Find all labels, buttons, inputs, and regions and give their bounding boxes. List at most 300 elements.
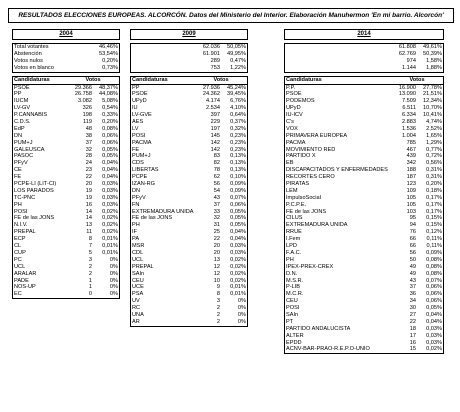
vote-percent: 0,11% [426, 243, 442, 250]
vote-count: 2 [216, 305, 220, 312]
vote-percent: 0,47% [230, 57, 246, 64]
vote-count: 16.900 [398, 84, 416, 91]
table-row [13, 250, 119, 257]
party-name: FN [132, 201, 140, 208]
vote-percent: 0,17% [426, 208, 442, 215]
vote-percent: 0,01% [102, 243, 118, 250]
vote-percent: 0,04% [426, 311, 442, 318]
party-name: ECP [14, 236, 26, 243]
vote-percent: 0,07% [230, 194, 246, 201]
vote-count: 1.536 [402, 125, 416, 132]
vote-percent: 1,58% [426, 57, 442, 64]
party-name: PRIMAVERA EUROPEA [286, 132, 348, 139]
vote-count: 30 [409, 305, 416, 312]
vote-percent: 0,09% [426, 249, 442, 256]
year-heading: 2004 [12, 29, 120, 40]
vote-percent: 0% [109, 277, 118, 284]
year-heading: 2014 [284, 29, 444, 40]
vote-percent: 6,76% [230, 98, 246, 105]
party-name: DN [132, 187, 141, 194]
summary-row [285, 58, 443, 65]
vote-percent: 0,31% [426, 167, 442, 174]
party-name: UNA [132, 311, 144, 318]
party-name: PASOC [14, 153, 34, 160]
vote-percent: 0,03% [426, 332, 442, 339]
summary-box [12, 43, 120, 73]
table-row [131, 319, 247, 326]
vote-percent: 0,01% [230, 291, 246, 298]
vote-percent: 0,04% [230, 236, 246, 243]
vote-count: 198 [82, 112, 92, 119]
table-header-row [131, 77, 247, 85]
vote-percent: 0,37% [230, 119, 246, 126]
table-row [285, 333, 443, 340]
column-2004 [12, 29, 120, 299]
table-row [13, 126, 119, 133]
table-row [285, 312, 443, 319]
table-row [285, 236, 443, 243]
vote-percent: 5,08% [102, 98, 118, 105]
table-row [285, 140, 443, 147]
party-name: IF [132, 229, 137, 236]
vote-count: 2 [88, 263, 92, 270]
vote-count [66, 65, 92, 72]
party-name: CILUS [286, 215, 303, 222]
vote-count: 9 [216, 284, 220, 291]
parties-box [130, 76, 248, 327]
party-name: POSI [286, 305, 300, 312]
vote-count: 5 [88, 249, 92, 256]
party-name: SAIn [132, 270, 145, 277]
party-name: EdP [14, 125, 25, 132]
party-name: FE de las JONS [132, 215, 173, 222]
vote-percent: 45,24% [227, 84, 246, 91]
party-name: PH [286, 256, 294, 263]
vote-percent: 1,22% [230, 64, 246, 71]
party-name: ImpulsoSocial [286, 194, 321, 201]
table-row [131, 250, 247, 257]
table-row [131, 133, 247, 140]
vote-percent: 0,08% [426, 263, 442, 270]
vote-count: 24 [85, 160, 92, 167]
vote-percent: 2,52% [426, 125, 442, 132]
vote-count: 109 [406, 187, 416, 194]
summary-box [284, 43, 444, 73]
table-row [131, 91, 247, 98]
vote-count: 974 [406, 57, 416, 64]
party-name: P-LIB [286, 284, 300, 291]
vote-percent: 0% [237, 298, 246, 305]
vote-percent: 0,31% [426, 174, 442, 181]
table-row [131, 105, 247, 112]
table-row [131, 126, 247, 133]
vote-count [66, 51, 92, 58]
summary-row [131, 51, 247, 58]
vote-percent: 46,46% [99, 44, 118, 50]
table-row [285, 319, 443, 326]
vote-count: 83 [213, 153, 220, 160]
vote-count: 43 [213, 194, 220, 201]
vote-count: 76 [409, 229, 416, 236]
vote-count: 753 [210, 64, 220, 71]
vote-count: 19 [85, 194, 92, 201]
vote-percent: 50,39% [423, 50, 442, 57]
party-name: FE de las JONS [14, 215, 55, 222]
table-row [285, 340, 443, 347]
table-row [131, 257, 247, 264]
party-name: UPyD [132, 98, 147, 105]
vote-count: 56 [409, 249, 416, 256]
party-name: PARTIDO ANDALUCISTA [286, 325, 351, 332]
table-row [285, 112, 443, 119]
vote-percent: 0,32% [230, 125, 246, 132]
column-2009 [130, 29, 248, 327]
vote-count: 2.883 [402, 119, 416, 126]
vote-percent: 0,06% [426, 291, 442, 298]
vote-percent: 0,03% [426, 325, 442, 332]
vote-percent: 0,03% [426, 339, 442, 346]
party-name: PODEMOS [286, 98, 315, 105]
table-row [131, 160, 247, 167]
vote-percent: 0,11% [426, 236, 442, 243]
vote-percent: 0,01% [102, 236, 118, 243]
party-name: GALEUSCA [14, 146, 45, 153]
vote-percent: 0,77% [426, 146, 442, 153]
vote-percent: 10,41% [423, 112, 442, 119]
header-votos: Votos [409, 76, 425, 83]
table-row [13, 174, 119, 181]
table-row [13, 91, 119, 98]
vote-count: 29.366 [74, 84, 92, 91]
vote-count: 2 [216, 318, 220, 325]
vote-percent: 0,04% [102, 167, 118, 174]
vote-count: 32 [85, 146, 92, 153]
vote-percent: 4,74% [426, 119, 442, 126]
vote-percent: 0,15% [426, 215, 442, 222]
table-row [285, 202, 443, 209]
table-row [285, 85, 443, 92]
vote-count: 22 [213, 236, 220, 243]
vote-percent: 0,04% [230, 229, 246, 236]
vote-percent: 0,05% [230, 208, 246, 215]
vote-count: 1 [88, 277, 92, 284]
party-name: PSA [132, 291, 144, 298]
vote-percent: 0,04% [102, 174, 118, 181]
summary-row [285, 44, 443, 51]
party-name: Abstención [14, 50, 42, 57]
party-name: EPDD [286, 339, 302, 346]
vote-percent: 0,06% [230, 201, 246, 208]
party-name: RECORTES CERO [286, 174, 335, 181]
vote-percent: 0,03% [230, 249, 246, 256]
table-row [285, 243, 443, 250]
vote-count: 28 [85, 153, 92, 160]
table-row [285, 119, 443, 126]
table-row [13, 278, 119, 285]
vote-count: 43 [409, 277, 416, 284]
vote-count: 38 [85, 132, 92, 139]
vote-count: 31 [213, 222, 220, 229]
vote-percent: 0,04% [102, 160, 118, 167]
vote-percent: 0,09% [230, 181, 246, 188]
party-name: UPyD [286, 105, 301, 112]
party-name: POSI [14, 208, 28, 215]
vote-percent: 1,29% [426, 139, 442, 146]
party-name: UCL [132, 256, 144, 263]
table-row [131, 298, 247, 305]
table-row [13, 222, 119, 229]
vote-percent: 0,02% [102, 208, 118, 215]
vote-percent: 0,20% [102, 119, 118, 126]
party-name: FE [14, 174, 22, 181]
table-row [13, 202, 119, 209]
table-row [285, 278, 443, 285]
vote-percent: 0,06% [426, 284, 442, 291]
vote-percent: 0,02% [426, 346, 442, 353]
vote-percent: 0,72% [426, 153, 442, 160]
vote-count: 326 [82, 105, 92, 112]
vote-count: 11 [86, 229, 92, 236]
vote-count: 13 [85, 222, 92, 229]
vote-percent: 50,05% [227, 44, 246, 50]
vote-count: 6.334 [402, 112, 416, 119]
summary-row [131, 44, 247, 51]
party-name: AES [132, 119, 144, 126]
vote-count: 0 [88, 291, 92, 298]
party-name: MOVIMIENTO RED [286, 146, 336, 153]
vote-percent: 0,10% [230, 174, 246, 181]
vote-percent: 0,05% [230, 215, 246, 222]
party-name [285, 51, 390, 58]
table-row [131, 174, 247, 181]
header-votos: Votos [85, 76, 101, 83]
party-name: P.CANNABIS [14, 112, 48, 119]
vote-count: 17 [409, 332, 416, 339]
table-row [285, 305, 443, 312]
party-name: Total votantes [14, 44, 49, 50]
party-name: CEU [132, 277, 144, 284]
vote-percent: 0% [109, 263, 118, 270]
vote-count: 61.808 [398, 44, 416, 50]
vote-count: 20 [213, 249, 220, 256]
vote-count: 188 [406, 167, 416, 174]
party-name: EXTREMADURA UNIDA [132, 208, 194, 215]
vote-count: 16 [85, 201, 92, 208]
party-name: PIRATAS [286, 181, 310, 188]
vote-count: 20 [213, 243, 220, 250]
table-row [285, 91, 443, 98]
table-row [285, 250, 443, 257]
vote-percent: 0,13% [230, 160, 246, 167]
vote-count: 142 [210, 139, 220, 146]
party-name: I.Fem [286, 236, 301, 243]
vote-count: 37 [85, 139, 92, 146]
vote-count: 467 [406, 146, 416, 153]
party-name: LIBERTAS [132, 167, 159, 174]
table-row [13, 167, 119, 174]
vote-percent: 0,06% [102, 132, 118, 139]
table-row [131, 222, 247, 229]
table-row [13, 85, 119, 92]
table-row [285, 153, 443, 160]
vote-percent: 0,56% [426, 160, 442, 167]
vote-count: 14 [85, 215, 92, 222]
vote-count: 19 [85, 187, 92, 194]
vote-percent: 0,33% [102, 112, 118, 119]
party-name: CUP [14, 249, 26, 256]
vote-percent: 0,17% [426, 194, 442, 201]
vote-count: 8 [88, 236, 92, 243]
party-name: IU-ICV [286, 112, 303, 119]
vote-percent: 0,15% [426, 222, 442, 229]
vote-count: 3 [216, 298, 220, 305]
vote-percent: 0,20% [102, 57, 118, 64]
vote-count: 145 [210, 132, 220, 139]
party-name [285, 58, 390, 65]
party-name: D.N. [286, 270, 298, 277]
vote-count: 2 [88, 270, 92, 277]
table-row [285, 133, 443, 140]
vote-count: 20 [85, 181, 92, 188]
vote-percent: 0,13% [230, 167, 246, 174]
header-candidaturas: Candidaturas [286, 76, 322, 83]
table-row [13, 188, 119, 195]
table-row [131, 264, 247, 271]
party-name: CL [14, 243, 22, 250]
vote-count: 8 [216, 291, 220, 298]
vote-percent: 0,02% [230, 277, 246, 284]
vote-percent: 0,08% [426, 270, 442, 277]
table-row [13, 147, 119, 154]
party-name: PSOE [132, 91, 148, 98]
vote-count: 289 [210, 57, 220, 64]
party-name: PFyV [14, 160, 28, 167]
vote-percent: 0% [109, 270, 118, 277]
table-row [13, 271, 119, 278]
vote-count: 13.090 [398, 91, 416, 98]
table-row [131, 188, 247, 195]
vote-percent: 12,34% [423, 98, 442, 105]
vote-percent: 39,45% [227, 91, 246, 98]
party-name: EB [286, 160, 294, 167]
vote-count: 33 [213, 208, 220, 215]
party-name: PUM+J [14, 139, 33, 146]
vote-percent: 0% [109, 256, 118, 263]
vote-percent: 0,12% [426, 229, 442, 236]
vote-count: 48 [85, 125, 92, 132]
vote-percent: 21,51% [423, 91, 442, 98]
party-name: Votos nulos [14, 57, 43, 64]
vote-count: 22 [409, 318, 416, 325]
party-name: PSOE [286, 91, 302, 98]
vote-percent: 53,54% [99, 50, 118, 57]
vote-count: 12 [213, 263, 220, 270]
party-name: PREPAL [132, 263, 154, 270]
vote-percent: 0% [237, 318, 246, 325]
party-name: IPEX-PREX-CREX [286, 263, 334, 270]
table-row [13, 257, 119, 264]
party-name: PP [14, 91, 22, 98]
vote-percent: 27,78% [423, 84, 442, 91]
vote-percent: 0,20% [426, 181, 442, 188]
vote-count: 142 [210, 146, 220, 153]
vote-count: 23 [85, 167, 92, 174]
table-row [13, 215, 119, 222]
vote-count: 50 [409, 256, 416, 263]
party-name: EC [14, 291, 22, 298]
table-row [131, 98, 247, 105]
table-row [13, 160, 119, 167]
party-name: PT [286, 318, 294, 325]
party-name [131, 65, 194, 72]
table-row [131, 195, 247, 202]
party-name [131, 58, 194, 65]
vote-count: 36 [409, 291, 416, 298]
vote-percent: 0,02% [230, 263, 246, 270]
table-row [13, 291, 119, 298]
vote-count: 37 [409, 284, 416, 291]
party-name: PP [132, 84, 140, 91]
table-row [13, 181, 119, 188]
party-name: RRUE [286, 229, 302, 236]
sheet-title: RESULTADOS ELECCIONES EUROPEAS. ALCORCÓN. Datos del Ministerio del Interior. Elaboración Manuhermon 'En mi barrio. Alcorcón' [8, 8, 454, 23]
table-row [285, 271, 443, 278]
table-row [13, 236, 119, 243]
table-row [285, 126, 443, 133]
table-row [285, 284, 443, 291]
party-name: PC [14, 256, 22, 263]
vote-percent: 0,06% [102, 139, 118, 146]
party-name: LOS PARADOS [14, 187, 54, 194]
party-name: PACMA [286, 139, 306, 146]
vote-count: 66 [409, 243, 416, 250]
party-name: LEM [286, 187, 298, 194]
table-row [285, 326, 443, 333]
party-name: DISCAPACITADOS Y ENFERMEDADES [286, 167, 388, 174]
party-name: PUM+J [132, 153, 151, 160]
party-name: M.S.R. [286, 277, 304, 284]
vote-percent: 0,02% [102, 215, 118, 222]
table-row [13, 140, 119, 147]
vote-count: 785 [406, 139, 416, 146]
vote-count [66, 58, 92, 65]
party-name: PCPE-LI (LIT-CI) [14, 181, 57, 188]
vote-count: 105 [406, 201, 416, 208]
table-row [13, 264, 119, 271]
party-name: CEU [286, 298, 298, 305]
vote-percent: 0% [237, 311, 246, 318]
party-name: PCPE [132, 174, 148, 181]
vote-count: 4.174 [206, 98, 220, 105]
table-row [131, 167, 247, 174]
vote-count: 34 [409, 298, 416, 305]
vote-percent: 0,07% [426, 277, 442, 284]
party-name: RC [132, 305, 141, 312]
party-name: CE [14, 167, 22, 174]
vote-count: 54 [213, 187, 220, 194]
party-name: UCL [14, 263, 26, 270]
table-row [13, 195, 119, 202]
vote-percent: 0,01% [230, 284, 246, 291]
table-row [131, 312, 247, 319]
vote-count: 197 [210, 125, 220, 132]
table-row [13, 209, 119, 216]
vote-percent: 0% [237, 305, 246, 312]
party-name [131, 51, 194, 58]
header-candidaturas: Candidaturas [132, 76, 168, 83]
summary-row [131, 65, 247, 72]
vote-percent: 0,06% [426, 298, 442, 305]
